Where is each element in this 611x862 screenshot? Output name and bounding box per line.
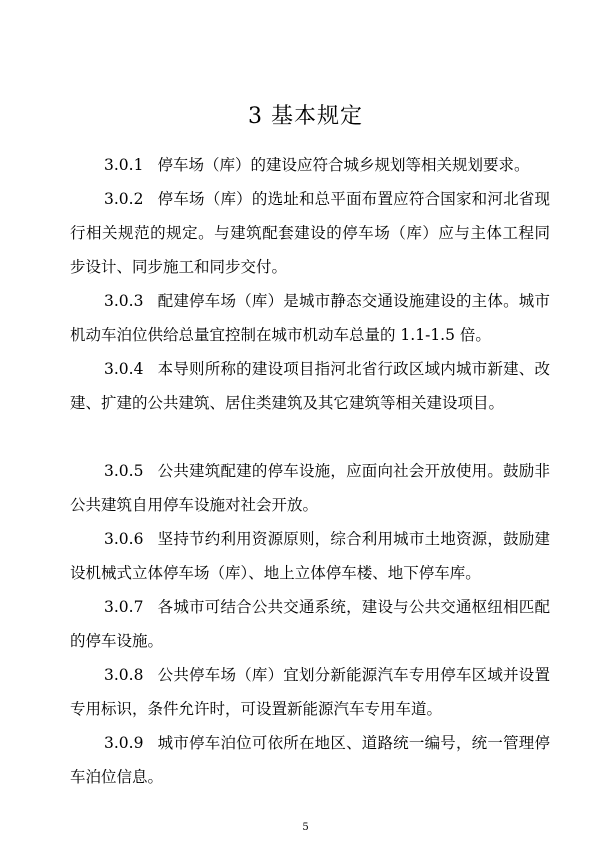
clause-number: 3.0.1 [104, 156, 144, 174]
page-number: 5 [302, 822, 309, 833]
clause-text: 公共建筑配建的停车设施，应面向社会开放使用。鼓励非公共建筑自用停车设施对社会开放。 [70, 462, 550, 514]
clause-text: 公共停车场（库）宜划分新能源汽车专用停车区域并设置专用标识，条件允许时，可设置新能源汽车专用车道。 [70, 666, 550, 718]
clause-3-0-7 [70, 590, 550, 658]
clause-text: 坚持节约利用资源原则，综合利用城市土地资源，鼓励建设机械式立体停车场（库）、地上立体停车楼、地下停车库。 [70, 530, 550, 582]
clause-3-0-9 [70, 726, 550, 794]
clause-number: 3.0.2 [104, 190, 144, 208]
clause-number: 3.0.9 [104, 734, 144, 752]
clause-3-0-2 [70, 182, 550, 284]
clause-number: 3.0.3 [104, 292, 144, 310]
clause-text: 本导则所称的建设项目指河北省行政区域内城市新建、改建、扩建的公共建筑、居住类建筑及其它建筑等相关建设项目。 [70, 360, 550, 412]
clause-number: 3.0.4 [104, 360, 144, 378]
clause-3-0-8 [70, 658, 550, 726]
clause-text: 城市停车泊位可依所在地区、道路统一编号，统一管理停车泊位信息。 [70, 734, 550, 786]
clause-text: 停车场（库）的选址和总平面布置应符合国家和河北省现行相关规范的规定。与建筑配套建设的停车场（库）应与主体工程同步设计、同步施工和同步交付。 [70, 190, 550, 276]
clause-3-0-6 [70, 522, 550, 590]
clause-3-0-3 [70, 284, 550, 352]
clause-text: 配建停车场（库）是城市静态交通设施建设的主体。城市机动车泊位供给总量宜控制在城市机动车总量的 1.1-1.5 倍。 [70, 292, 550, 344]
clause-text: 停车场（库）的建设应符合城乡规划等相关规划要求。 [157, 156, 530, 174]
clause-number: 3.0.8 [104, 666, 144, 684]
clause-3-0-4 [70, 352, 550, 420]
clause-number: 3.0.5 [104, 462, 144, 480]
clause-3-0-5 [70, 454, 550, 522]
clause-number: 3.0.7 [104, 598, 144, 616]
clause-number: 3.0.6 [104, 530, 144, 548]
clause-text: 各城市可结合公共交通系统，建设与公共交通枢纽相匹配的停车设施。 [70, 598, 550, 650]
chapter-title: 3 基本规定 [248, 104, 363, 129]
clause-3-0-1 [70, 148, 550, 182]
